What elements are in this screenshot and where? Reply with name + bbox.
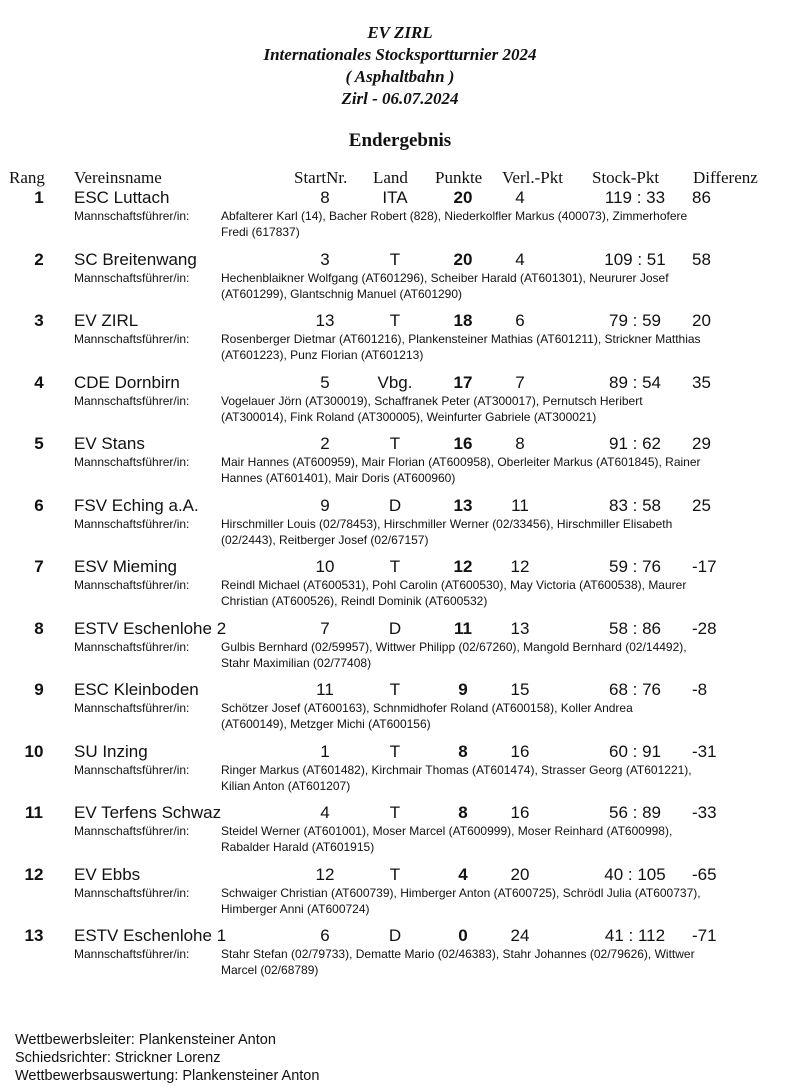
points: 9 — [458, 680, 468, 699]
points: 8 — [458, 741, 468, 761]
team-members: Steidel Werner (AT601001), Moser Marcel (AT600999), Moser Reinhard (AT600998), Rabalder Harald (AT601915) — [221, 824, 673, 854]
stock-points: 68 : 76 — [609, 680, 661, 699]
document-header — [0, 22, 800, 110]
official-auswertung: Wettbewerbsauswertung: Plankensteiner Anton — [15, 1068, 320, 1084]
stock-points: 60 : 91 — [609, 741, 661, 761]
country: T — [389, 741, 401, 761]
lost-points: 8 — [515, 434, 525, 453]
start-number: 10 — [315, 557, 335, 576]
team-members: Rosenberger Dietmar (AT601216), Plankensteiner Mathias (AT601211), Strickner Matthias (AT601223), Punz Florian (AT601213) — [221, 332, 701, 362]
club-name: ESC Kleinboden — [74, 680, 199, 699]
team-captain-label: Mannschaftsführer/in: — [74, 824, 190, 838]
points: 20 — [453, 249, 473, 269]
official-schiedsrichter: Schiedsrichter: Strickner Lorenz — [15, 1050, 221, 1066]
lost-points: 16 — [510, 741, 530, 761]
points: 18 — [453, 311, 473, 330]
team-members: Gulbis Bernhard (02/59957), Wittwer Philipp (02/67260), Mangold Bernhard (02/14492), Stahr Maximilian (02/77408) — [221, 639, 687, 670]
col-land: Land — [373, 168, 408, 187]
lost-points: 7 — [515, 372, 525, 392]
result-entry — [0, 742, 800, 802]
difference: -8 — [692, 680, 708, 699]
result-entry — [0, 680, 800, 740]
stock-points: 83 : 58 — [609, 495, 661, 515]
stock-points: 59 : 76 — [609, 557, 661, 576]
team-members: Hirschmiller Louis (02/78453), Hirschmiller Werner (02/33456), Hirschmiller Elisabeth (02/2443), Reitberger Josef (02/67157) — [221, 516, 673, 547]
lost-points: 12 — [510, 557, 530, 576]
col-verl: Verl.-Pkt — [502, 168, 563, 187]
start-number: 9 — [320, 495, 330, 515]
country: Vbg. — [377, 372, 413, 392]
rank-number: 3 — [34, 311, 44, 330]
rank-number: 12 — [24, 864, 44, 884]
result-entry — [0, 373, 800, 433]
header-club: EV ZIRL — [367, 23, 433, 42]
country: D — [388, 495, 402, 515]
team-captain-label: Mannschaftsführer/in: — [74, 209, 190, 223]
stock-points: 56 : 89 — [609, 803, 661, 822]
stock-points: 119 : 33 — [604, 188, 666, 207]
club-name: EV Terfens Schwaz — [74, 803, 222, 822]
col-verein: Vereinsname — [74, 168, 162, 187]
start-number: 1 — [320, 741, 330, 761]
result-entry — [0, 496, 800, 556]
lost-points: 13 — [510, 618, 530, 638]
lost-points: 24 — [510, 926, 530, 945]
club-name: CDE Dornbirn — [74, 372, 180, 392]
lost-points: 6 — [515, 311, 525, 330]
country: T — [389, 557, 401, 576]
team-members: Schwaiger Christian (AT600739), Himberger Anton (AT600725), Schrödl Julia (AT600737), Himberger Anni (AT600724) — [221, 885, 701, 916]
team-captain-label: Mannschaftsführer/in: — [74, 516, 190, 531]
club-name: SC Breitenwang — [74, 249, 197, 269]
lost-points: 15 — [510, 680, 530, 699]
points: 0 — [458, 926, 468, 945]
team-captain-label: Mannschaftsführer/in: — [74, 639, 190, 654]
club-name: EV Stans — [74, 434, 145, 453]
result-entry — [0, 434, 800, 494]
difference: -71 — [692, 926, 717, 945]
team-captain-label: Mannschaftsführer/in: — [74, 393, 190, 408]
start-number: 13 — [315, 311, 335, 330]
rank-number: 1 — [34, 188, 44, 207]
officials — [15, 1031, 319, 1085]
col-punkte: Punkte — [435, 168, 483, 187]
points: 20 — [453, 188, 473, 207]
country: D — [388, 618, 402, 638]
start-number: 5 — [320, 372, 330, 392]
team-members: Reindl Michael (AT600531), Pohl Carolin (AT600530), May Victoria (AT600538), Maurer Christian (AT600526), Reindl Dominik (AT600532) — [221, 578, 687, 608]
team-members: Schötzer Josef (AT600163), Schnmidhofer Roland (AT600158), Koller Andrea (AT600149), Metzger Michi (AT600156) — [221, 701, 633, 731]
country: T — [389, 864, 401, 884]
points: 13 — [453, 495, 473, 515]
team-members: Mair Hannes (AT600959), Mair Florian (AT600958), Oberleiter Markus (AT601845), Rainer Hannes (AT601401), Mair Doris (AT600960) — [221, 455, 701, 485]
col-stock: Stock-Pkt — [592, 168, 660, 187]
country: T — [389, 803, 401, 822]
club-name: ESTV Eschenlohe 2 — [74, 618, 227, 638]
rank-number: 10 — [24, 741, 44, 761]
rank-number: 5 — [34, 434, 44, 453]
stock-points: 79 : 59 — [609, 311, 661, 330]
lost-points: 20 — [510, 864, 530, 884]
difference: -31 — [692, 741, 717, 761]
rank-number: 2 — [34, 249, 44, 269]
country: T — [389, 249, 401, 269]
stock-points: 58 : 86 — [609, 618, 661, 638]
result-entry — [0, 311, 800, 371]
team-captain-label: Mannschaftsführer/in: — [74, 885, 190, 900]
difference: -65 — [692, 864, 717, 884]
points: 11 — [454, 618, 472, 638]
result-entry — [0, 926, 800, 986]
rank-number: 9 — [34, 680, 44, 699]
team-members: Stahr Stefan (02/79733), Dematte Mario (02/46383), Stahr Johannes (02/79626), Wittwer Marcel (02/68789) — [221, 947, 695, 977]
rank-number: 6 — [34, 495, 44, 515]
difference: 58 — [692, 249, 711, 269]
start-number: 8 — [320, 188, 330, 207]
rank-number: 4 — [34, 372, 44, 392]
country: T — [389, 434, 401, 453]
stock-points: 109 : 51 — [604, 249, 666, 269]
country: D — [388, 926, 402, 945]
stock-points: 89 : 54 — [609, 372, 661, 392]
lost-points: 4 — [515, 249, 525, 269]
result-entry — [0, 557, 800, 617]
team-captain-label: Mannschaftsführer/in: — [74, 701, 190, 715]
start-number: 12 — [315, 864, 335, 884]
start-number: 7 — [320, 618, 330, 638]
club-name: ESV Mieming — [74, 557, 177, 576]
country: T — [389, 311, 401, 330]
team-captain-label: Mannschaftsführer/in: — [74, 455, 190, 469]
start-number: 6 — [320, 926, 330, 945]
points: 12 — [453, 557, 473, 576]
stock-points: 40 : 105 — [604, 864, 666, 884]
result-entry — [0, 619, 800, 679]
result-entry — [0, 865, 800, 925]
rank-number: 13 — [24, 926, 44, 945]
difference: 86 — [692, 188, 711, 207]
team-captain-label: Mannschaftsführer/in: — [74, 332, 190, 346]
header-place-date: Zirl - 06.07.2024 — [341, 89, 459, 108]
difference: -17 — [692, 557, 717, 576]
col-diff: Differenz — [693, 168, 758, 187]
club-name: SU Inzing — [74, 741, 148, 761]
difference: 29 — [692, 434, 711, 453]
stock-points: 91 : 62 — [609, 434, 661, 453]
start-number: 2 — [320, 434, 330, 453]
page-title: Endergebnis — [348, 130, 452, 151]
team-members: Hechenblaikner Wolfgang (AT601296), Scheiber Harald (AT601301), Neururer Josef (AT601299), Glantschnig Manuel (AT601290) — [221, 270, 669, 301]
country: T — [389, 680, 401, 699]
lost-points: 4 — [515, 188, 525, 207]
team-members: Vogelauer Jörn (AT300019), Schaffranek Peter (AT300017), Pernutsch Heribert (AT300014), Fink Roland (AT300005), Weinfurter Gabriele (AT300021) — [221, 393, 643, 424]
difference: -28 — [692, 618, 717, 638]
points: 8 — [458, 803, 468, 822]
result-entry — [0, 250, 800, 310]
team-captain-label: Mannschaftsführer/in: — [74, 578, 190, 592]
difference: -33 — [692, 803, 717, 822]
country: ITA — [382, 188, 408, 207]
stock-points: 41 : 112 — [604, 926, 666, 945]
points: 17 — [453, 372, 473, 392]
col-startnr: StartNr. — [294, 168, 348, 187]
rank-number: 7 — [34, 557, 44, 576]
team-members: Ringer Markus (AT601482), Kirchmair Thomas (AT601474), Strasser Georg (AT601221), Kilian Anton (AT601207) — [221, 762, 692, 793]
column-headers — [0, 168, 800, 190]
start-number: 11 — [316, 680, 334, 699]
col-rang: Rang — [9, 168, 45, 187]
club-name: FSV Eching a.A. — [74, 495, 199, 515]
points: 16 — [453, 434, 473, 453]
points: 4 — [458, 864, 468, 884]
header-event: Internationales Stocksportturnier 2024 — [263, 45, 537, 64]
team-captain-label: Mannschaftsführer/in: — [74, 947, 190, 961]
club-name: ESTV Eschenlohe 1 — [74, 926, 227, 945]
difference: 20 — [692, 311, 711, 330]
team-captain-label: Mannschaftsführer/in: — [74, 270, 190, 285]
team-captain-label: Mannschaftsführer/in: — [74, 762, 190, 777]
difference: 35 — [692, 372, 711, 392]
rank-number: 11 — [25, 803, 43, 822]
start-number: 4 — [320, 803, 330, 822]
result-entry — [0, 803, 800, 863]
rank-number: 8 — [34, 618, 44, 638]
header-surface: ( Asphaltbahn ) — [345, 67, 455, 86]
club-name: EV Ebbs — [74, 864, 141, 884]
club-name: ESC Luttach — [74, 188, 170, 207]
difference: 25 — [692, 495, 711, 515]
official-leiter: Wettbewerbsleiter: Plankensteiner Anton — [15, 1032, 276, 1048]
club-name: EV ZIRL — [74, 311, 139, 330]
result-entry — [0, 188, 800, 248]
start-number: 3 — [320, 249, 330, 269]
team-members: Abfalterer Karl (14), Bacher Robert (828), Niederkolfler Markus (400073), Zimmerhofere Fredi (617837) — [221, 209, 688, 239]
lost-points: 11 — [511, 495, 529, 515]
lost-points: 16 — [510, 803, 530, 822]
